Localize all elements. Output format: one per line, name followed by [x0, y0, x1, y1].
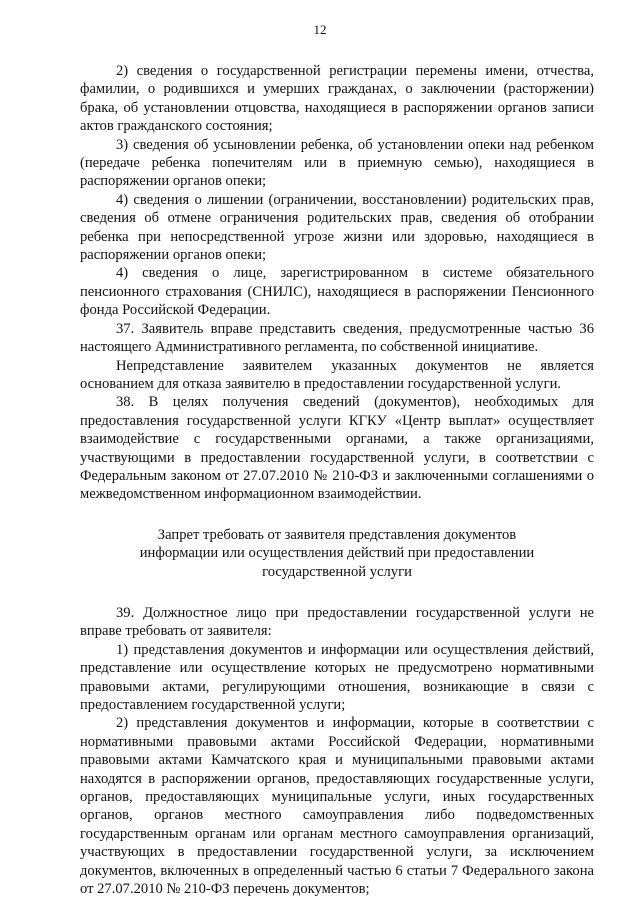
paragraph-item-2-civil-registry: 2) сведения о государственной регистрации перемены имени, отчества, фамилии, о родившихся и умерших гражданах, о заключении (расторжении) брака, об установлении отцовства, находящиеся в распоряжении органов записи актов гражданского состояния; — [80, 63, 594, 135]
document-body — [80, 62, 594, 898]
paragraph-37: 37. Заявитель вправе представить сведения, предусмотренные частью 36 настоящего Административного регламента, по собственной инициативе. — [80, 320, 594, 356]
page-number: 12 — [313, 22, 327, 37]
section-heading: Запрет требовать от заявителя представления документов информации или осуществления действий при предоставлении государственной услуги — [139, 526, 535, 580]
paragraph-39-item-1: 1) представления документов и информации или осуществления действий, представление или осуществление которых не предусмотрено нормативными правовыми актами, регулирующими отношения, возникающие в связи с предоставлением государственной услуги; — [80, 641, 594, 713]
paragraph-item-3-adoption: 3) сведения об усыновлении ребенка, об установлении опеки над ребенком (передаче ребенка попечителям или в приемную семью), находящиеся в распоряжении органов опеки; — [80, 136, 594, 190]
paragraph-39: 39. Должностное лицо при предоставлении государственной услуги не вправе требовать от заявителя: — [80, 604, 594, 640]
paragraph-item-4-snils: 4) сведения о лице, зарегистрированном в системе обязательного пенсионного страхования (СНИЛС), находящиеся в распоряжении Пенсионного фонда Российской Федерации. — [80, 265, 594, 319]
paragraph-item-4-parental-rights: 4) сведения о лишении (ограничении, восстановлении) родительских прав, сведения об отмене ограничения родительских прав, сведения об отобрании ребенка при непосредственной угрозе жизни или здоровью, находящиеся в распоряжении органов опеки; — [80, 191, 594, 264]
paragraph-39-item-2: 2) представления документов и информации, которые в соответствии с нормативными правовыми актами Российской Федерации, нормативными правовыми актами Камчатского края и муниципальными правовыми актами находятся в распоряжении органов, предоставляющих государственные услуги, органов, предоставляющих муниципальные услуги, иных государственных органов, органов местного самоуправления либо подведомственных государственным органам или органам местного самоуправления организаций, участвующих в предоставлении государственной услуги, за исключением документов, включенных в определенный частью 6 статьи 7 Федерального закона от 27.07.2010 № 210-ФЗ перечень документов; — [80, 715, 594, 898]
paragraph-non-submission: Непредставление заявителем указанных документов не является основанием для отказа заявителю в предоставлении государственной услуги. — [80, 357, 594, 392]
paragraph-38: 38. В целях получения сведений (документов), необходимых для предоставления государственной услуги КГКУ «Центр выплат» осуществляет взаимодействие с государственными органами, а также организациями, участвующими в предоставлении государственной услуги, в соответствии с Федеральным законом от 27.07.2010 № 210-ФЗ и заключенными соглашениями о межведомственном информационном взаимодействии. — [80, 394, 594, 503]
